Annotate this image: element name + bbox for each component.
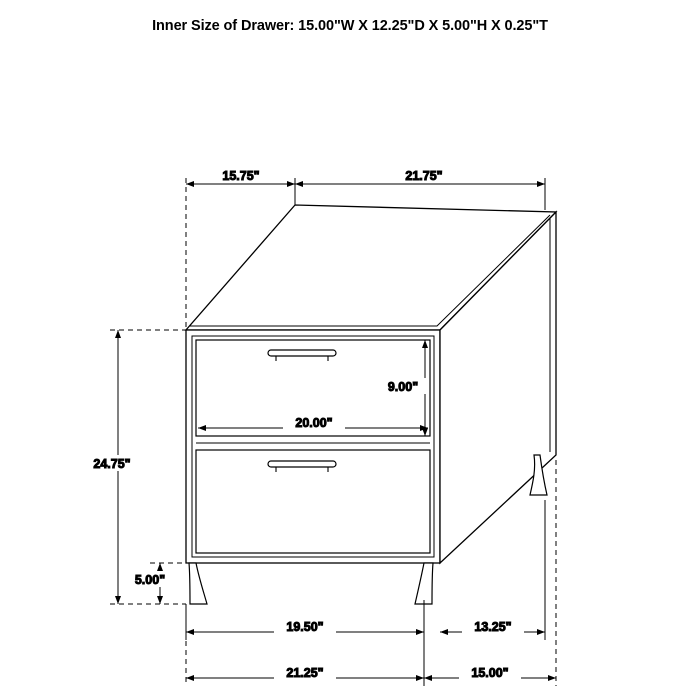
dim-top-right-label: 21.75" [405,169,443,183]
dim-overall-height-label: 24.75" [93,457,131,471]
dim-bottom-front-label: 19.50" [286,620,324,634]
dim-drawer-width-label: 20.00" [295,416,333,430]
dim-drawer-height-label: 9.00" [387,380,419,394]
dim-leg-height-label: 5.00" [134,573,166,587]
leg-front-left [189,563,207,604]
dim-top-left-label: 15.75" [222,169,260,183]
nightstand-illustration [186,205,556,604]
leg-front-right [415,563,433,604]
dim-bottom-side-label: 13.25" [474,620,512,634]
dim-bottom-overall-depth-label: 15.00" [471,666,509,680]
dim-bottom-overall-width-label: 21.25" [286,666,324,680]
page-title: Inner Size of Drawer: 15.00"W X 12.25"D X 5.00"H X 0.25"T [152,18,548,34]
